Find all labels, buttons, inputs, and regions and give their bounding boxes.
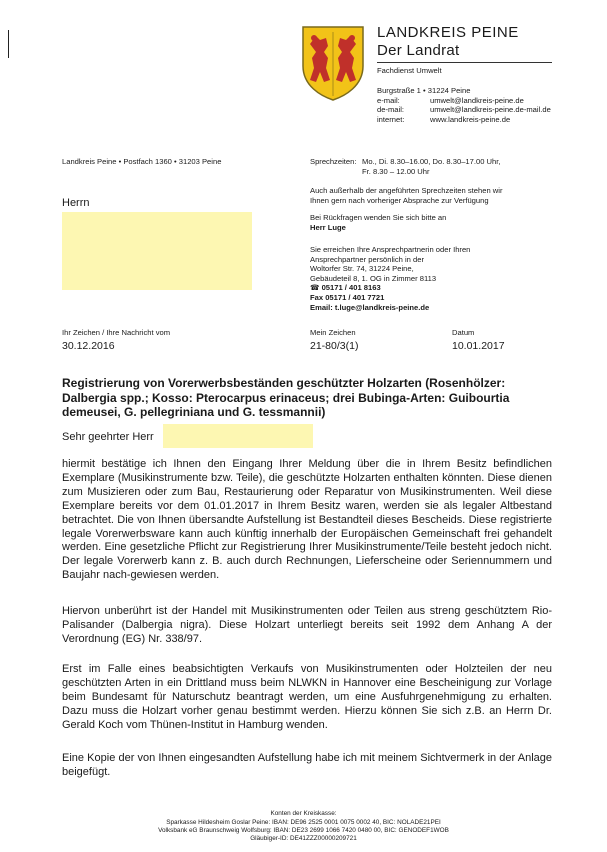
contact-intro: Bei Rückfragen wenden Sie sich bitte an: [310, 213, 447, 222]
salutation: Sehr geehrter Herr: [62, 431, 154, 443]
org-name: LANDKREIS PEINE: [377, 24, 519, 41]
phone-number: ☎ 05171 / 401 8163: [310, 283, 381, 293]
office-info: [310, 245, 540, 312]
your-ref-value: 30.12.2016: [62, 340, 115, 352]
salutation-name-redacted: [163, 424, 313, 448]
body-paragraph-4: Eine Kopie der von Ihnen eingesandten Aufstellung habe ich mit meinem Sichtvermerk in der Anlage beigefügt.: [62, 752, 552, 778]
fax-number: Fax 05171 / 401 7721: [310, 292, 385, 302]
internet-value: www.landkreis-peine.de: [430, 114, 511, 124]
internet-label: internet:: [377, 114, 405, 124]
office-hours-note: [310, 186, 540, 205]
scan-margin-line: [8, 30, 9, 58]
coat-of-arms-logo: [300, 24, 366, 102]
date-value: 10.01.2017: [452, 340, 505, 352]
contact-name: Herr Luge: [310, 222, 346, 232]
internet-row: [377, 115, 551, 125]
my-ref-value: 21-80/3(1): [310, 340, 359, 352]
email-label: e-mail:: [377, 95, 400, 105]
subject-line3: demeusei, G. pellegriniana und G. tessmannii): [62, 405, 326, 419]
org-address: Burgstraße 1 • 31224 Peine: [377, 86, 471, 95]
recipient-address-redacted: [62, 212, 252, 290]
my-ref-label: Mein Zeichen: [310, 328, 356, 337]
office-hours-line2: Fr. 8.30 – 12.00 Uhr: [362, 166, 430, 176]
office-hours-line1: Mo., Di. 8.30–16.00, Do. 8.30–17.00 Uhr,: [362, 157, 501, 166]
email-row: [377, 96, 551, 106]
org-subtitle: Der Landrat: [377, 42, 460, 59]
contact-email: Email: t.luge@landkreis-peine.de: [310, 302, 430, 312]
subject-line2: Dalbergia spp.; Kosso: Pterocarpus erinaceus; drei Bubinga-Arten: Guibourtia: [62, 390, 510, 405]
letter-subject: [62, 376, 550, 420]
footer-bank-2: Volksbank eG Braunschweig Wolfsburg: IBAN: DE23 2699 1066 7420 0480 00, BIC: GENODEF1WOB: [158, 827, 449, 834]
subject-line1: Registrierung von Vorerwerbsbeständen geschützter Holzarten (Rosenhölzer:: [62, 376, 506, 390]
office-hours: [310, 157, 500, 176]
org-contact-block: [377, 86, 551, 124]
header-divider: [377, 62, 552, 63]
department: Fachdienst Umwelt: [377, 66, 442, 75]
office-line3: Woltorfer Str. 74, 31224 Peine,: [310, 264, 414, 274]
date-label: Datum: [452, 328, 475, 337]
office-hours-label: Sprechzeiten:: [310, 157, 357, 166]
body-paragraph-1: hiermit bestätige ich Ihnen den Eingang Ihrer Meldung über die in Ihrem Besitz befindlichen Exemplare (Musikinstrumente bzw. Teile), die geschützte Holzarten enthalten könnten. Diese dienen zum Musizieren oder zum Bau, Restaurierung oder Reparatur von Musikinstrumenten. Weil diese Exemplare bereits vor dem 01.01.2017 in Ihrem Besitz waren, werden sie als legaler Altbestand betrachtet. Die von Ihnen übersandte Aufstellung ist Bestandteil dieses Bescheids. Diese registrierte legale Vorerwerbsware kann auch künftig innerhalb der Europäischen Gemeinschaft frei gehandelt werden. Eine gesetzliche Pflicht zur Registrierung Ihrer Musikinstrumente/Teile besteht jedoch nicht. Der legale Vorerwerb kann z. B. auch durch Rechnungen, Lieferscheine oder Seriennummern und Baujahr nach-gewiesen werden.: [62, 458, 552, 582]
office-hours-note-line1: Auch außerhalb der angeführten Sprechzeiten stehen wir: [310, 186, 503, 195]
demail-label: de-mail:: [377, 105, 405, 115]
office-hours-note-line2: Ihnen gern nach vorheriger Absprache zur Verfügung: [310, 195, 489, 205]
your-ref-label: Ihr Zeichen / Ihre Nachricht vom: [62, 328, 171, 337]
recipient-salutation: Herrn: [62, 197, 90, 209]
body-paragraph-2: Hiervon unberührt ist der Handel mit Musikinstrumenten oder Teilen aus streng geschütztem Rio-Palisander (Dalbergia nigra). Diese Holzart unterliegt bereits seit 1992 dem Anhang A der Verordnung (EG) Nr. 338/97.: [62, 605, 552, 645]
office-line2: Ansprechpartner persönlich in der: [310, 254, 424, 264]
office-line1: Sie erreichen Ihre Ansprechpartnerin oder Ihren: [310, 245, 471, 254]
contact-person: [310, 213, 540, 232]
footer-title: Konten der Kreiskasse:: [270, 810, 337, 817]
demail-row: [377, 105, 551, 115]
email-value: umwelt@landkreis-peine.de: [430, 95, 524, 105]
footer-creditor-id: Gläubiger-ID: DE41ZZZ00000209721: [250, 835, 357, 842]
body-paragraph-3: Erst im Falle eines beabsichtigten Verkaufs von Musikinstrumenten oder Holzteilen der neu geschützten Arten in ein Drittland muss beim NLWKN in Hannover eine Bescheinigung zur Vorlage beim Bundesamt für Naturschutz beantragt werden, um eine Ausfuhrgenehmigung zu erhalten. Dazu muss die Holzart vorher genau bestimmt werden. Hierzu können Sie sich z.B. an Herrn Dr. Gerald Koch vom Thünen-Institut in Hamburg wenden.: [62, 663, 552, 731]
demail-value: umwelt@landkreis-peine.de-mail.de: [430, 105, 551, 115]
office-line4: Gebäudeteil 8, 1. OG in Zimmer 8113: [310, 273, 437, 283]
footer-bank-1: Sparkasse Hildesheim Goslar Peine: IBAN: DE96 2525 0001 0075 0002 40, BIC: NOLADE21PEI: [166, 819, 441, 826]
sender-return-address: Landkreis Peine • Postfach 1360 • 31203 Peine: [62, 157, 222, 166]
